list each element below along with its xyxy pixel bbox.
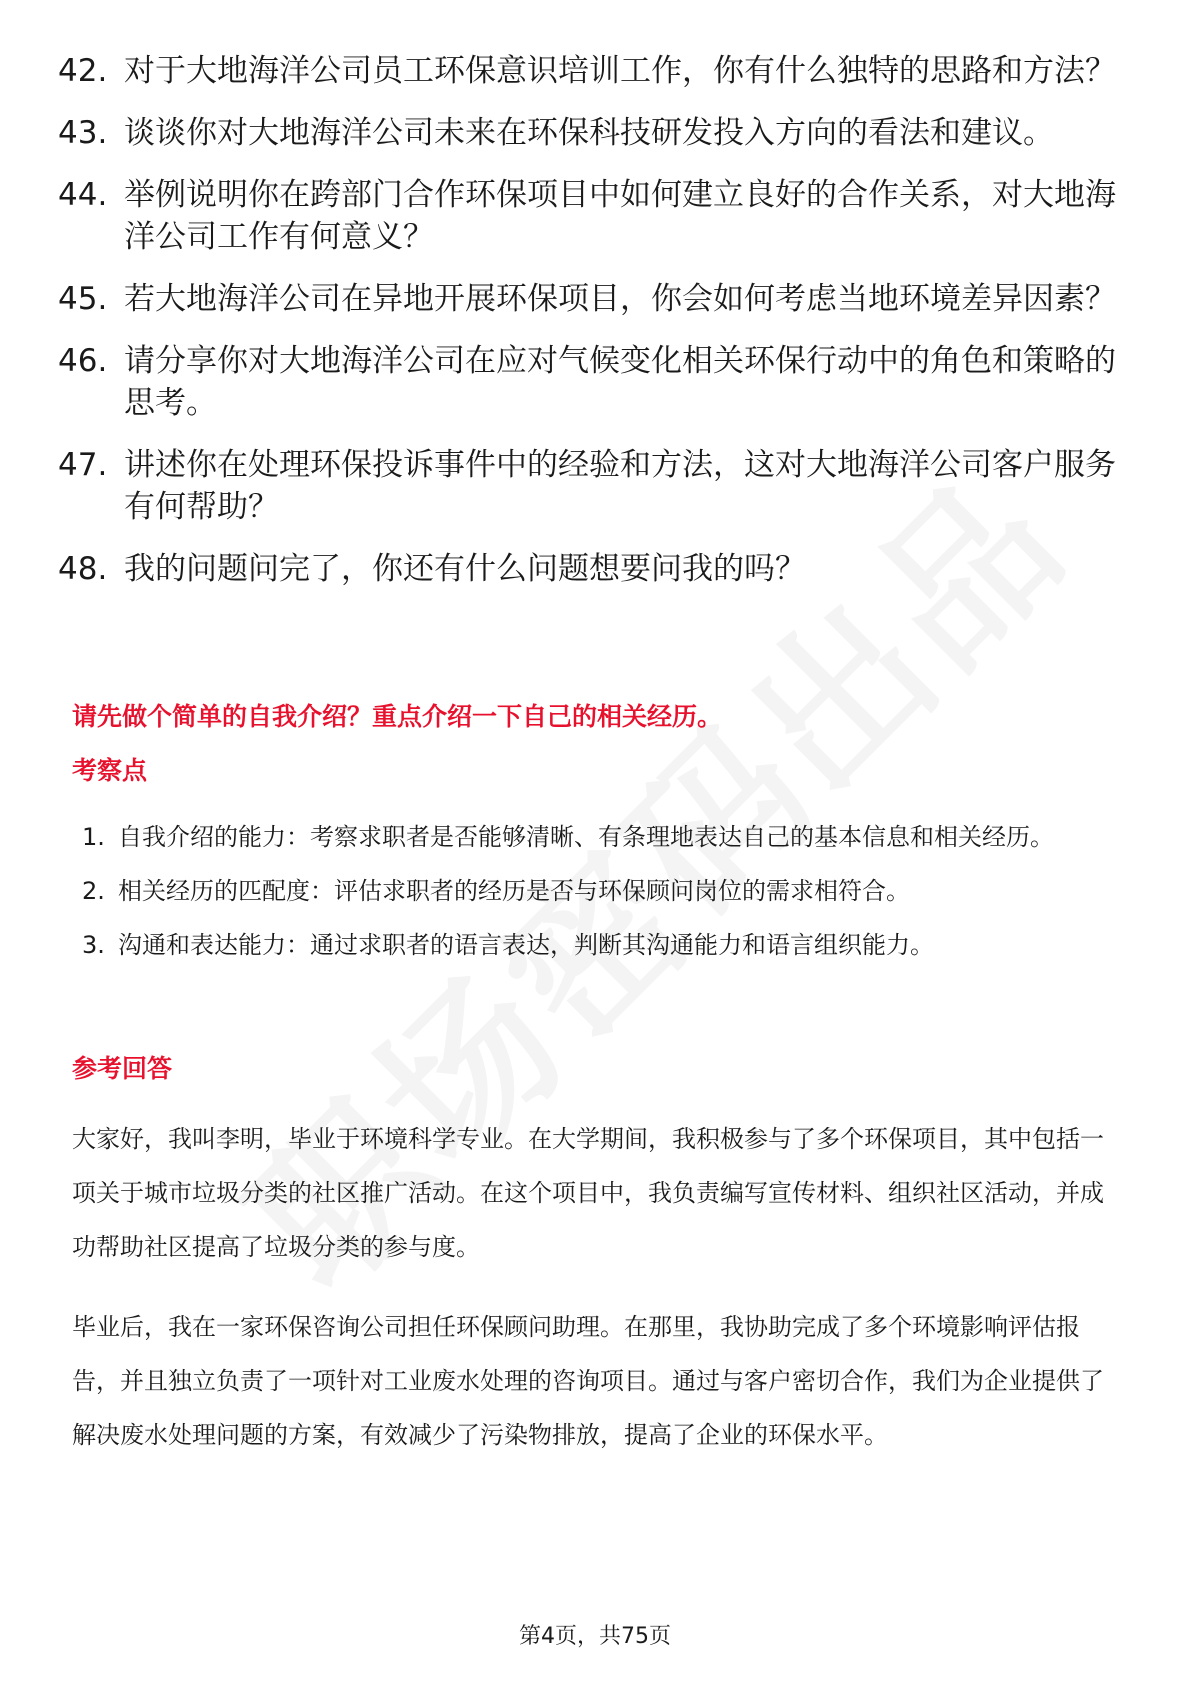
question-number: 45. — [58, 281, 108, 317]
exam-points-heading: 考察点 — [72, 756, 148, 785]
question-item — [58, 50, 1138, 92]
question-text: 若大地海洋公司在异地开展环保项目，你会如何考虑当地环境差异因素？ — [124, 281, 1116, 317]
question-item — [58, 548, 1138, 590]
question-number: 47. — [58, 447, 108, 483]
question-item — [58, 174, 1138, 258]
question-text: 对于大地海洋公司员工环保意识培训工作，你有什么独特的思路和方法？ — [124, 53, 1116, 89]
answer-paragraph: 大家好，我叫李明，毕业于环境科学专业。在大学期间，我积极参与了多个环保项目，其中包括一项关于城市垃圾分类的社区推广活动。在这个项目中，我负责编写宣传材料、组织社区活动，并成功帮助社区提高了垃圾分类的参与度。 — [72, 1125, 1104, 1261]
question-text: 我的问题问完了，你还有什么问题想要问我的吗？ — [124, 551, 806, 587]
question-text: 讲述你在处理环保投诉事件中的经验和方法，这对大地海洋公司客户服务有何帮助？ — [124, 447, 1116, 525]
reference-answer-heading: 参考回答 — [72, 1054, 173, 1083]
question-text: 请分享你对大地海洋公司在应对气候变化相关环保行动中的角色和策略的思考。 — [124, 343, 1116, 421]
question-list — [58, 50, 1138, 610]
exam-point-item — [82, 810, 1122, 864]
exam-point-number: 3. — [82, 931, 105, 959]
exam-point-number: 2. — [82, 877, 105, 905]
question-number: 44. — [58, 177, 108, 213]
exam-point-text: 自我介绍的能力：考察求职者是否能够清晰、有条理地表达自己的基本信息和相关经历。 — [118, 823, 1054, 851]
question-item — [58, 112, 1138, 154]
exam-point-item — [82, 864, 1122, 918]
question-number: 43. — [58, 115, 108, 151]
answer-paragraph: 毕业后，我在一家环保咨询公司担任环保顾问助理。在那里，我协助完成了多个环境影响评估报告，并且独立负责了一项针对工业废水处理的咨询项目。通过与客户密切合作，我们为企业提供了解决废水处理问题的方案，有效减少了污染物排放，提高了企业的环保水平。 — [72, 1313, 1104, 1449]
question-item — [58, 340, 1138, 424]
question-number: 46. — [58, 343, 108, 379]
page-footer: 第4页，共75页 — [519, 1624, 671, 1649]
exam-point-text: 沟通和表达能力：通过求职者的语言表达，判断其沟通能力和语言组织能力。 — [118, 931, 934, 959]
question-number: 48. — [58, 551, 108, 587]
exam-points-list — [82, 810, 1122, 972]
exam-point-text: 相关经历的匹配度：评估求职者的经历是否与环保顾问岗位的需求相符合。 — [118, 877, 910, 905]
exam-point-number: 1. — [82, 823, 105, 851]
highlight-question: 请先做个简单的自我介绍？重点介绍一下自己的相关经历。 — [72, 702, 723, 731]
question-item — [58, 278, 1138, 320]
question-text: 举例说明你在跨部门合作环保项目中如何建立良好的合作关系，对大地海洋公司工作有何意义？ — [124, 177, 1116, 255]
question-item — [58, 444, 1138, 528]
question-number: 42. — [58, 53, 108, 89]
question-text: 谈谈你对大地海洋公司未来在环保科技研发投入方向的看法和建议。 — [124, 115, 1054, 151]
exam-point-item — [82, 918, 1122, 972]
